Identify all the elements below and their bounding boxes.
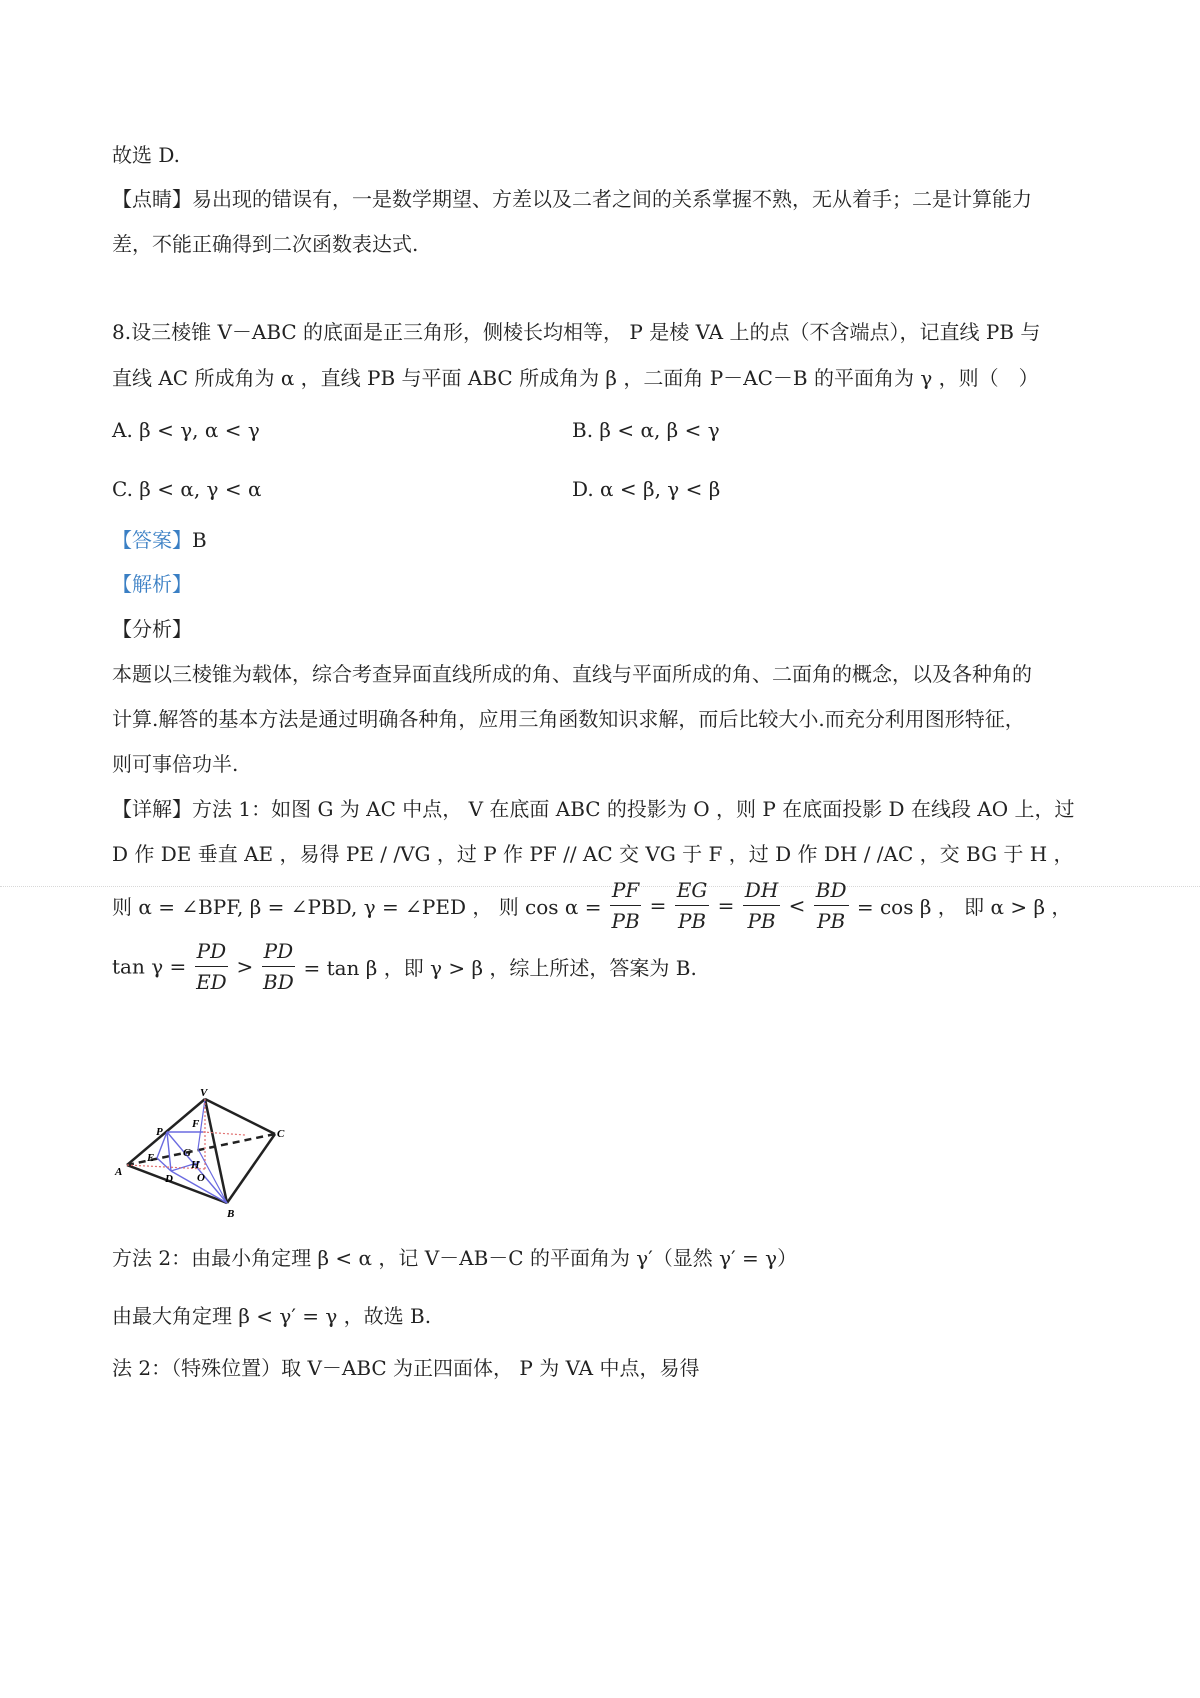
line-fh-ext bbox=[203, 1132, 245, 1135]
option-a: A. β < γ, α < γ bbox=[112, 418, 260, 442]
label-e: E bbox=[147, 1152, 155, 1164]
question-line-1: 8.设三棱锥 V－ABC 的底面是正三角形，侧棱长均相等， P 是棱 VA 上的点（不含端点），记直线 PB 与 bbox=[112, 320, 1041, 344]
answer-line bbox=[112, 528, 207, 552]
label-h: H bbox=[191, 1159, 200, 1171]
label-a: A bbox=[115, 1166, 123, 1178]
label-b: B bbox=[227, 1208, 235, 1220]
line-conclusion: 故选 D. bbox=[112, 143, 181, 167]
edge-vc bbox=[205, 1099, 275, 1134]
label-g: G bbox=[183, 1147, 191, 1159]
detail-line-3: 则 α = ∠BPF, β = ∠PBD, γ = ∠PED ， 则 cos α = $\frac{PF}{PB}$ = $\frac{EG}{PB}$ = $\frac{DH}{PB}$ < $\frac{BD}{PB}$ = cos β ， 即 α > β ， bbox=[112, 875, 1071, 936]
eq2-prefix: tan γ = bbox=[112, 954, 187, 979]
fraction-eg-pb: $\frac{EG}{PB}$ bbox=[675, 875, 710, 936]
comment-line-1: 【点睛】易出现的错误有，一是数学期望、方差以及二者之间的关系掌握不熟，无从着手；二是计算能力 bbox=[112, 187, 1032, 211]
answer-value: B bbox=[192, 528, 207, 552]
tetrahedron-figure bbox=[105, 1085, 305, 1220]
edge-vb bbox=[205, 1099, 227, 1203]
fraction-dh-pb: $\frac{DH}{PB}$ bbox=[743, 875, 780, 936]
fraction-pd-bd: $\frac{PD}{BD}$ bbox=[262, 936, 296, 997]
edge-cb bbox=[227, 1134, 275, 1203]
label-o: O bbox=[197, 1172, 205, 1184]
eq2-suffix: = tan β ，即 γ > β ，综上所述，答案为 B. bbox=[303, 956, 697, 980]
method2-line-3: 法 2：（特殊位置）取 V－ABC 为正四面体， P 为 VA 中点，易得 bbox=[112, 1356, 700, 1380]
fraction-pd-ed: $\frac{PD}{ED}$ bbox=[195, 936, 229, 997]
method2-line-2: 由最大角定理 β < γ′ = γ ，故选 B. bbox=[112, 1304, 432, 1328]
detail-line-2: D 作 DE 垂直 AE ，易得 PE / /VG ，过 P 作 PF // AC 交 VG 于 F ，过 D 作 DH / /AC ，交 BG 于 H ， bbox=[112, 842, 1074, 866]
option-c: C. β < α, γ < α bbox=[112, 477, 262, 501]
analysis-sub-heading: 【分析】 bbox=[112, 617, 192, 641]
detail-line-1: 【详解】方法 1：如图 G 为 AC 中点， V 在底面 ABC 的投影为 O ，则 P 在底面投影 D 在线段 AO 上，过 bbox=[112, 797, 1075, 821]
label-f: F bbox=[192, 1118, 200, 1130]
fraction-bd-pb: $\frac{BD}{PB}$ bbox=[814, 875, 849, 936]
option-b: B. β < α, β < γ bbox=[572, 418, 720, 442]
analysis-line-2: 计算.解答的基本方法是通过明确各种角，应用三角函数知识求解，而后比较大小.而充分利用图形特征， bbox=[112, 707, 1025, 731]
label-v: V bbox=[200, 1087, 208, 1099]
eq1-prefix: 则 α = ∠BPF, β = ∠PBD, γ = ∠PED ， 则 cos α = bbox=[112, 895, 602, 919]
option-d: D. α < β, γ < β bbox=[572, 477, 721, 501]
analysis-line-1: 本题以三棱锥为载体，综合考查异面直线所成的角、直线与平面所成的角、二面角的概念，以及各种角的 bbox=[112, 662, 1032, 686]
eq1-suffix: = cos β ， 即 α > β ， bbox=[856, 895, 1072, 919]
analysis-line-3: 则可事倍功半. bbox=[112, 752, 239, 776]
fraction-pf-pb: $\frac{PF}{PB}$ bbox=[610, 875, 641, 936]
analysis-heading: 【解析】 bbox=[112, 572, 192, 596]
answer-label: 【答案】 bbox=[112, 528, 192, 552]
edge-ab bbox=[127, 1165, 227, 1203]
detail-line-4: tan γ = $\frac{PD}{ED}$ > $\frac{PD}{BD}$ = tan β ，即 γ > β ，综上所述，答案为 B. bbox=[112, 936, 697, 997]
label-d: D bbox=[165, 1173, 173, 1185]
line-pd bbox=[167, 1132, 171, 1171]
line-ed bbox=[157, 1158, 171, 1171]
method2-line-1: 方法 2：由最小角定理 β < α ，记 V－AB－C 的平面角为 γ′（显然 γ′ = γ） bbox=[112, 1246, 798, 1270]
label-p: P bbox=[156, 1126, 163, 1138]
comment-line-2: 差，不能正确得到二次函数表达式. bbox=[112, 232, 419, 256]
question-line-2: 直线 AC 所成角为 α ，直线 PB 与平面 ABC 所成角为 β ，二面角 P－AC－B 的平面角为 γ ，则（ ） bbox=[112, 366, 1039, 390]
label-c: C bbox=[277, 1128, 285, 1140]
